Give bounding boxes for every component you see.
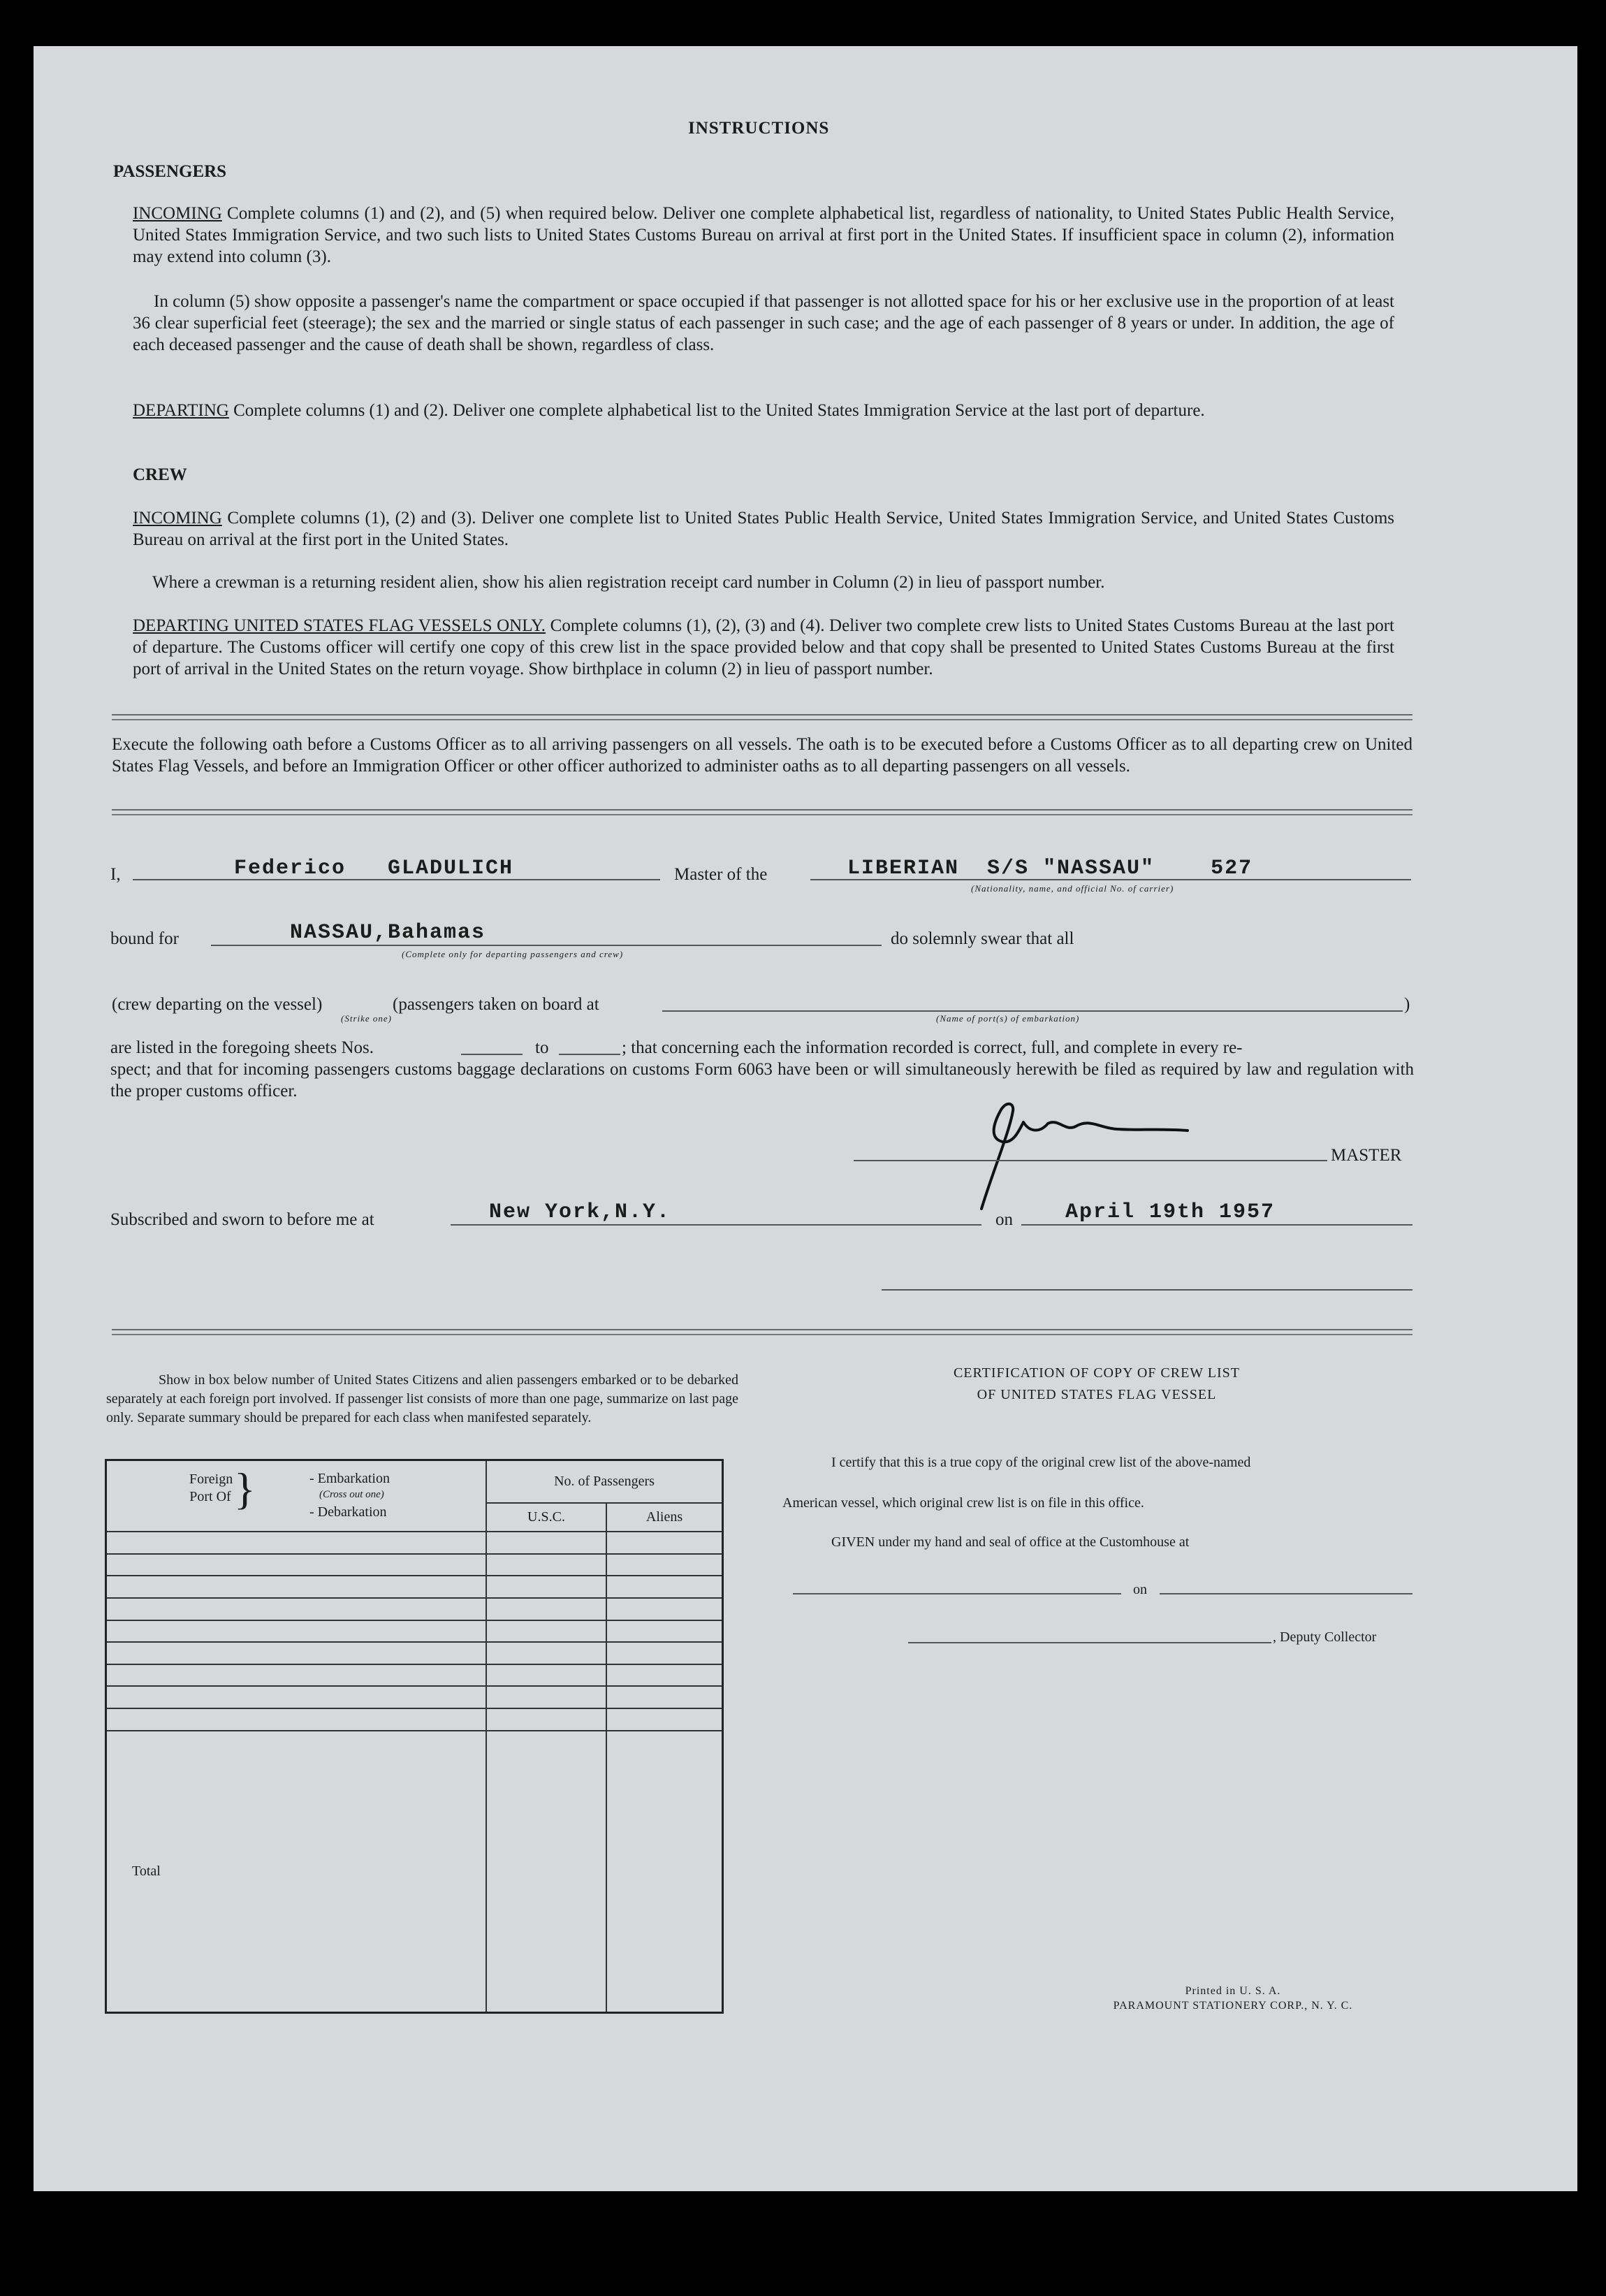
cross-out-label: (Cross out one) <box>319 1489 384 1500</box>
listed-text-3: spect; and that for incoming passengers customs baggage declarations on customs Form 6063 have been or will simultaneously herewith be filed as required by law and regulation with the proper customs officer. <box>110 1060 1414 1100</box>
certification-title-2: OF UNITED STATES FLAG VESSEL <box>977 1387 1217 1402</box>
port-header-cell <box>106 1460 487 1532</box>
sworn-date: April 19th 1957 <box>1065 1200 1276 1224</box>
divider <box>112 1329 1412 1335</box>
crew-heading: CREW <box>133 465 187 484</box>
passengers-taken-option: (passengers taken on board at <box>393 995 599 1014</box>
passengers-heading: PASSENGERS <box>113 162 227 181</box>
table-row <box>106 1554 723 1576</box>
deputy-signature-line <box>908 1642 1271 1643</box>
divider <box>112 809 1412 815</box>
printed-in-label: Printed in U. S. A. <box>1185 1985 1281 1997</box>
close-paren: ) <box>1404 995 1410 1014</box>
listed-text-2: ; that concerning each the information recorded is correct, full, and complete in every re- <box>622 1038 1243 1057</box>
crew-incoming-label: INCOMING <box>133 509 222 528</box>
passengers-incoming-paragraph <box>133 203 1394 268</box>
master-label: MASTER <box>1331 1146 1402 1165</box>
no-passengers-header: No. of Passengers <box>486 1460 723 1503</box>
port-line <box>662 1010 1403 1012</box>
crew-incoming-text: Complete columns (1), (2) and (3). Deliver one complete list to United States Public Health Service, United States Immigration Service, and United States Customs Bureau on arrival at the first port in the United States. <box>133 509 1395 549</box>
brace: } <box>234 1464 256 1513</box>
subscribed-label: Subscribed and sworn to before me at <box>110 1210 374 1229</box>
vessel-name: LIBERIAN S/S "NASSAU" 527 <box>847 857 1253 880</box>
passengers-departing-text: Complete columns (1) and (2). Deliver one complete alphabetical list to the United States Immigration Service at the last port of departure. <box>233 401 1205 420</box>
sworn-date-line <box>1021 1224 1412 1226</box>
column5-paragraph: In column (5) show opposite a passenger's name the compartment or space occupied if that passenger is not allotted space for his or her exclusive use in the proportion of at least 36 clear superficial feet (steerage); the sex and the married or single status of each passenger in such case; and the age of each passenger of 8 years or under. In addition, the age of each deceased passenger and the cause of death shall be shown, regardless of class. <box>133 292 1394 354</box>
table-row <box>106 1708 723 1731</box>
debarkation-label: - Debarkation <box>309 1504 387 1520</box>
vessel-caption: (Nationality, name, and official No. of carrier) <box>971 883 1174 894</box>
master-of-label: Master of the <box>674 865 768 884</box>
table-row <box>106 1532 723 1554</box>
listed-text-1: are listed in the foregoing sheets Nos. <box>110 1038 374 1057</box>
crew-departing-label: DEPARTING UNITED STATES FLAG VESSELS ONLY. <box>133 616 546 635</box>
printer-label: PARAMOUNT STATIONERY CORP., N. Y. C. <box>1113 2000 1353 2012</box>
oath-i-label: I, <box>110 865 121 884</box>
given-text: GIVEN under my hand and seal of office at the Customhouse at <box>831 1534 1190 1550</box>
listed-to: to <box>535 1038 549 1057</box>
sheet-from-line <box>461 1054 523 1055</box>
foreign-port-of-label: Foreign Port Of <box>189 1472 233 1504</box>
table-row <box>106 1576 723 1598</box>
total-label: Total <box>106 1731 487 2013</box>
certification-title-1: CERTIFICATION OF COPY OF CREW LIST <box>953 1365 1241 1381</box>
table-row <box>106 1620 723 1643</box>
crew-departing-option: (crew departing on the vessel) <box>112 995 323 1014</box>
returning-resident-paragraph: Where a crewman is a returning resident alien, show his alien registration receipt card number in Column (2) in lieu of passport number. <box>152 573 1105 592</box>
crew-incoming-paragraph <box>133 507 1394 551</box>
divider <box>112 714 1412 720</box>
crew-departing-paragraph <box>133 615 1394 680</box>
customhouse-line <box>793 1593 1121 1594</box>
sworn-place: New York,N.Y. <box>489 1200 671 1224</box>
port-caption: (Name of port(s) of embarkation) <box>936 1013 1080 1024</box>
summary-note: Show in box below number of United States Citizens and alien passengers embarked or to be debarked separately at each foreign port involved. If passenger list consists of more than one page, summarize on last page only. Separate summary should be prepared for each class when manifested separately. <box>106 1372 738 1425</box>
usc-header: U.S.C. <box>486 1503 606 1532</box>
master-name: Federico GLADULICH <box>234 857 514 880</box>
passenger-summary-table <box>105 1459 724 2014</box>
swear-text: do solemnly swear that all <box>891 929 1074 948</box>
on-label: on <box>995 1210 1013 1229</box>
table-row <box>106 1686 723 1708</box>
certification-date-line <box>1160 1593 1412 1594</box>
bound-for-label: bound for <box>110 929 179 948</box>
aliens-header: Aliens <box>606 1503 723 1532</box>
sworn-place-line <box>451 1224 981 1226</box>
instructions-title: INSTRUCTIONS <box>688 119 830 138</box>
certify-text-1: I certify that this is a true copy of the original crew list of the above-named <box>831 1455 1251 1470</box>
destination: NASSAU,Bahamas <box>290 921 486 945</box>
certification-on-label: on <box>1133 1582 1147 1597</box>
passengers-incoming-text: Complete columns (1) and (2), and (5) when required below. Deliver one complete alphabetical list, regardless of nationality, to United States Public Health Service, United States Immigration Service, and two such lists to United States Customs Bureau on arrival at first port in the United States. If insufficient space in column (2), information may extend into column (3). <box>133 204 1395 266</box>
passengers-incoming-label: INCOMING <box>133 204 222 223</box>
destination-caption: (Complete only for departing passengers and crew) <box>402 949 624 959</box>
sheet-to-line <box>559 1054 620 1055</box>
passengers-departing-paragraph <box>133 400 1394 421</box>
officer-signature-line <box>882 1289 1412 1291</box>
embarkation-label: - Embarkation <box>309 1471 390 1486</box>
table-row <box>106 1664 723 1687</box>
deputy-collector-label: , Deputy Collector <box>1273 1629 1377 1645</box>
table-row <box>106 1642 723 1664</box>
table-total-row <box>106 1731 723 2013</box>
oath-instructions: Execute the following oath before a Customs Officer as to all arriving passengers on all vessels. The oath is to be executed before a Customs Officer as to all departing crew on United States Flag Vessels, and before an Immigration Officer or other officer authorized to administer oaths as to all departing passengers on all vessels. <box>112 735 1412 776</box>
master-signature-line <box>854 1160 1327 1161</box>
crew-departing-text: Complete columns (1), (2), (3) and (4). Deliver two complete crew lists to United States Customs Bureau at the last port of departure. The Customs officer will certify one copy of this crew list in the space provided below and that copy shall be presented to United States Customs Bureau at the first port of arrival in the United States on the return voyage. Show birthplace in column (2) in lieu of passport number. <box>133 616 1394 678</box>
table-row <box>106 1598 723 1620</box>
strike-one-caption: (Strike one) <box>341 1013 393 1024</box>
passengers-departing-label: DEPARTING <box>133 401 229 420</box>
destination-line <box>211 945 882 946</box>
certify-text-2: American vessel, which original crew list is on file in this office. <box>782 1495 1144 1511</box>
